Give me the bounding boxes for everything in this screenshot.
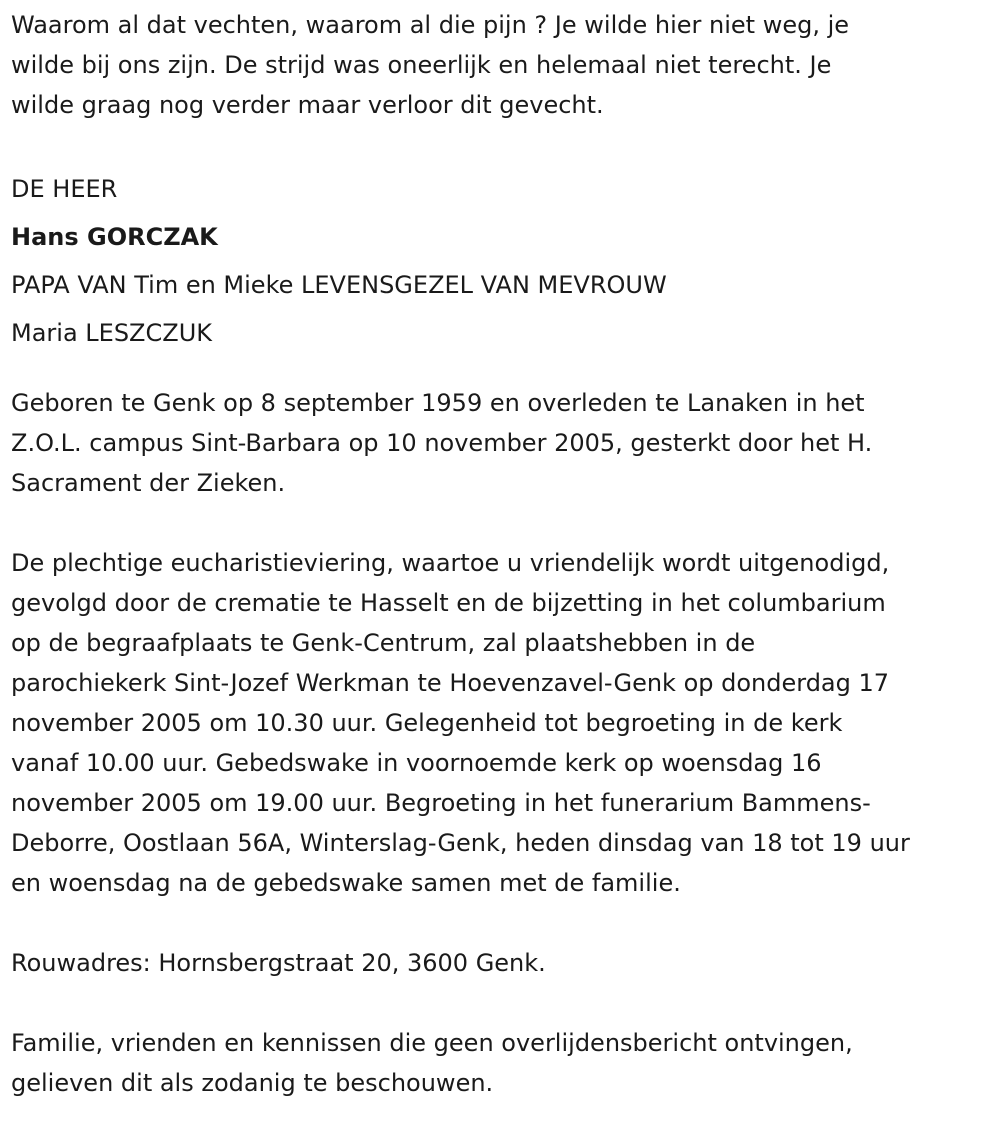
- ceremony-text: De plechtige eucharistieviering, waartoe u vriendelijk wordt uitgenodigd, gevolgd door de crematie te Hasselt en de bijzetting in het columbarium op de begraafplaats te Genk-Centrum, zal plaatshebben in de parochiekerk Sint-Jozef Werkman te Hoevenzavel-Genk op donderdag 17 november 2005 om 10.30 uur. Gelegenheid tot begroeting in de kerk vanaf 10.00 uur. Gebedswake in voornoemde kerk op woensdag 16 november 2005 om 19.00 uur. Begroeting in het funerarium Bammens- Deborre, Oostlaan 56A, Winterslag-Genk, heden dinsdag van 18 tot 19 uur en woensdag na de gebedswake samen met de familie.: [11, 549, 910, 897]
- spacer: [11, 983, 996, 1023]
- mourning-address: Rouwadres: Hornsbergstraat 20, 3600 Genk.: [11, 949, 546, 977]
- closing-text: Familie, vrienden en kennissen die geen overlijdensbericht ontvingen, gelieven dit als zodanig te beschouwen.: [11, 1029, 853, 1097]
- spacer: [11, 903, 996, 943]
- deceased-name: Hans GORCZAK: [11, 223, 218, 251]
- birth-death-text: Geboren te Genk op 8 september 1959 en overleden te Lanaken in het Z.O.L. campus Sint-Barbara op 10 november 2005, gesterkt door het H. Sacrament der Zieken.: [11, 389, 873, 497]
- spacer: [11, 503, 996, 543]
- title-prefix: DE HEER: [11, 175, 118, 203]
- partner-name: Maria LESZCZUK: [11, 319, 212, 347]
- intro-poem: Waarom al dat vechten, waarom al die pijn ? Je wilde hier niet weg, je wilde bij ons zijn. De strijd was oneerlijk en helemaal niet terecht. Je wilde graag nog verder maar verloor dit gevecht.: [11, 11, 850, 119]
- spacer: [11, 357, 996, 383]
- relation-line: PAPA VAN Tim en Mieke LEVENSGEZEL VAN MEVROUW: [11, 271, 667, 299]
- obituary-notice: [11, 5, 996, 1103]
- spacer: [11, 125, 996, 165]
